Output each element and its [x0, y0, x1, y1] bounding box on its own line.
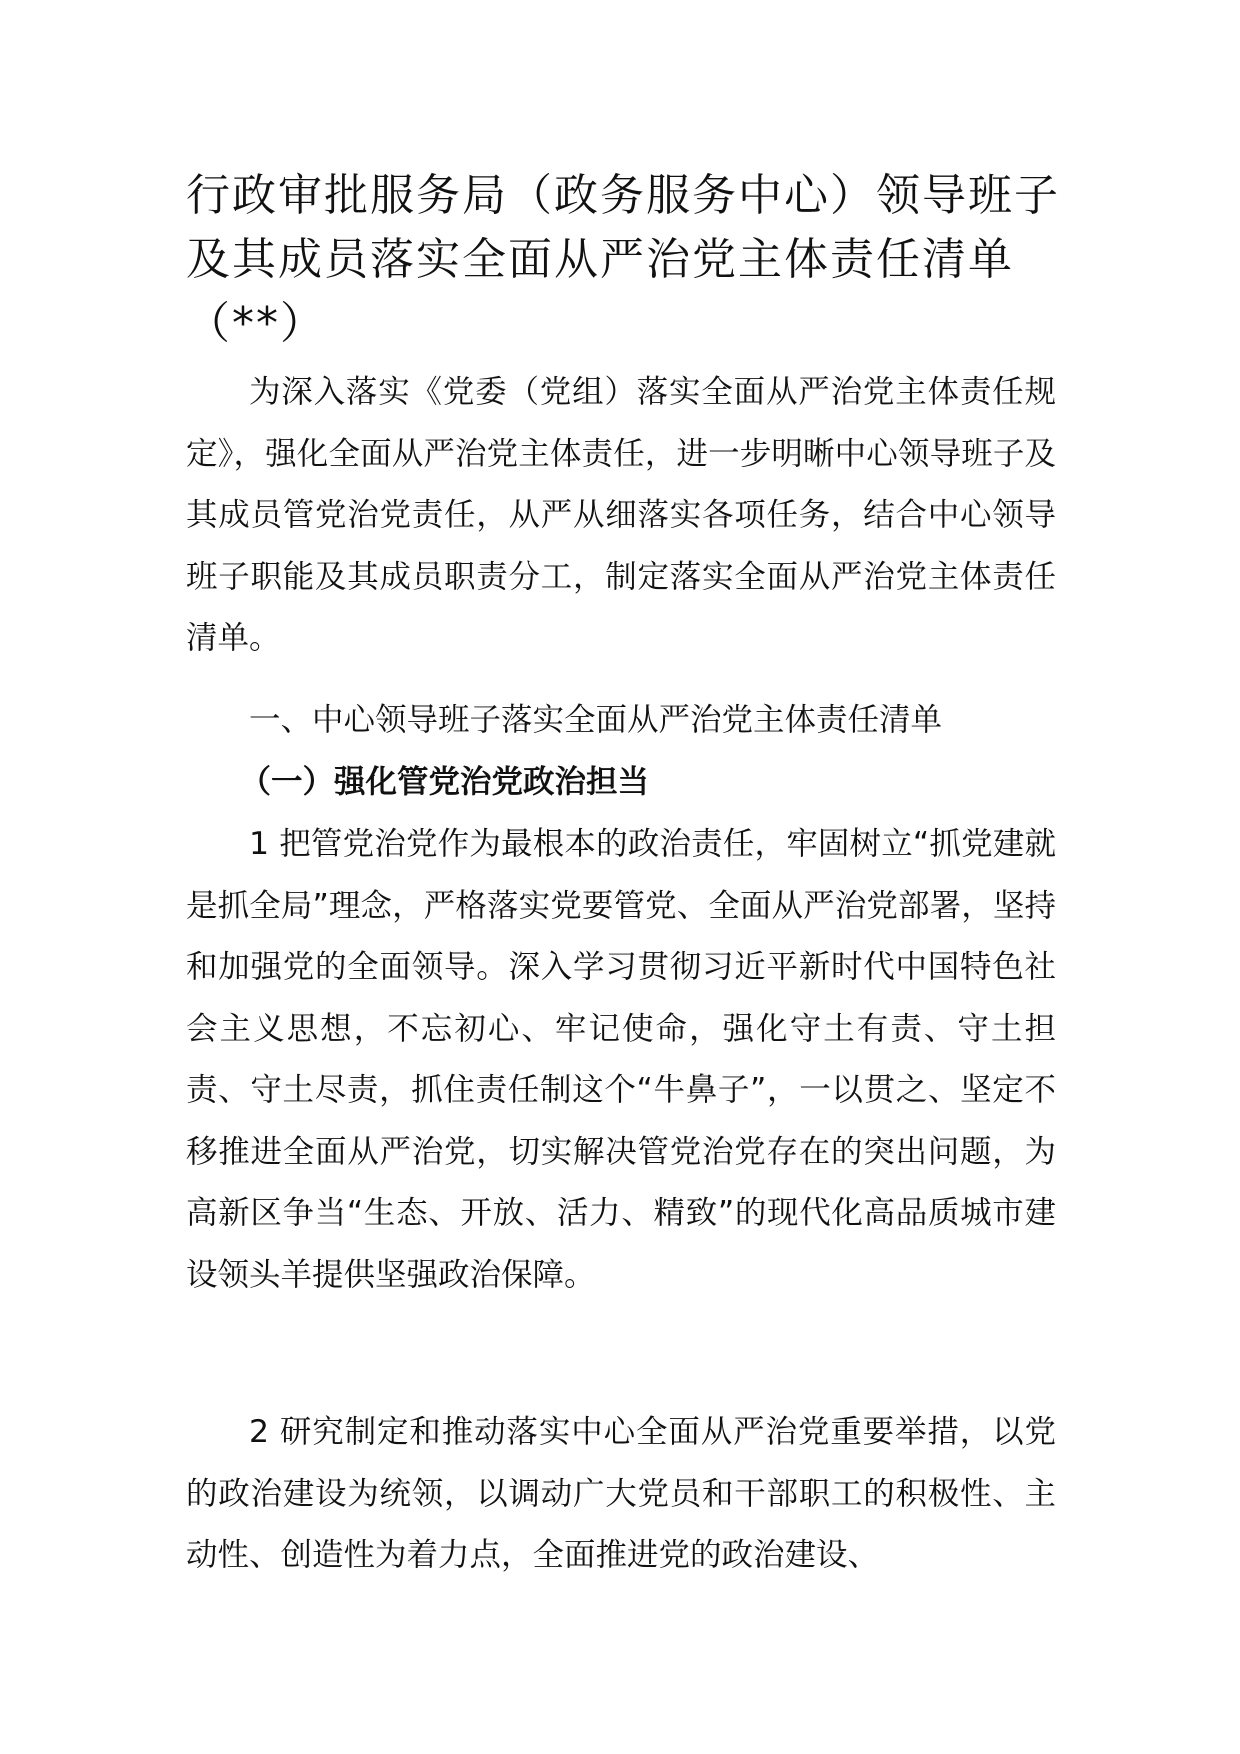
subsection-heading: （一）强化管党治党政治担当 — [239, 764, 650, 800]
item-paragraph-1: 1 把管党治党作为最根本的政治责任，牢固树立“抓党建就是抓全局”理念，严格落实党要管党、全面从严治党部署，坚持和加强党的全面领导。深入学习贯彻习近平新时代中国特色社会主义思想，不忘初心、牢记使命，强化守土有责、守土担责、守土尽责，抓住责任制这个“牛鼻子”，一以贯之、坚定不移推进全面从严治党，切实解决管党治党存在的突出问题，为高新区争当“生态、开放、活力、精致”的现代化高品质城市建设领头羊提供坚强政治保障。 — [186, 826, 1056, 1293]
document-title: 行政审批服务局（政务服务中心）领导班子及其成员落实全面从严治党主体责任清单（**） — [186, 170, 1060, 349]
section-heading: 一、中心领导班子落实全面从严治党主体责任清单 — [249, 702, 943, 738]
item-paragraph-2: 2 研究制定和推动落实中心全面从严治党重要举措，以党的政治建设为统领，以调动广大党员和干部职工的积极性、主动性、创造性为着力点，全面推进党的政治建设、 — [186, 1414, 1056, 1573]
intro-paragraph: 为深入落实《党委（党组）落实全面从严治党主体责任规定》，强化全面从严治党主体责任，进一步明晰中心领导班子及其成员管党治党责任，从严从细落实各项任务，结合中心领导班子职能及其成员职责分工，制定落实全面从严治党主体责任清单。 — [186, 374, 1056, 656]
